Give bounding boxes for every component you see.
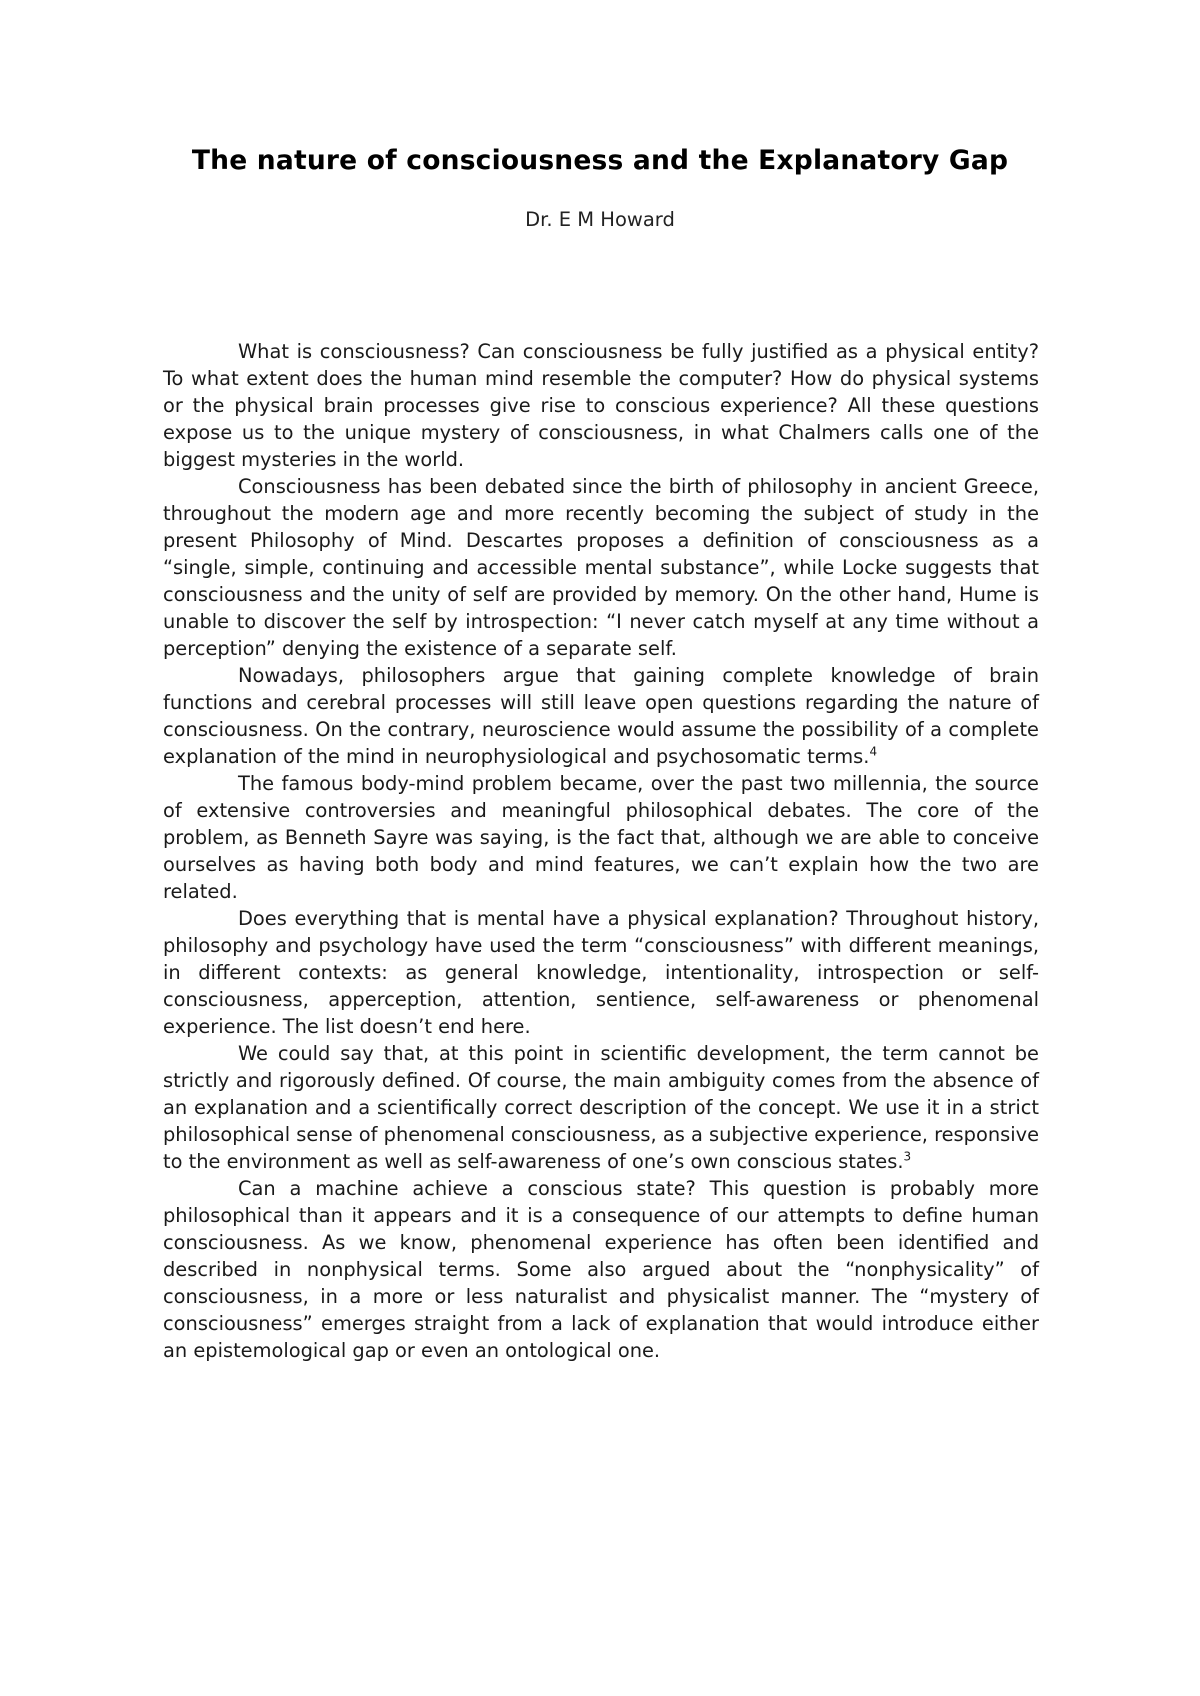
- paragraph-text: We could say that, at this point in scientific development, the term cannot be strictly and rigorously defined. Of course, the main ambiguity comes from the absence of an explanation and a scientifically correct description of the concept. We use it in a strict philosophical sense of phenomenal consciousness, as a subjective experience, responsive to the environment as well as self-awareness of one’s own conscious states.: [163, 1042, 1040, 1173]
- paragraph-text: Consciousness has been debated since the birth of philosophy in ancient Greece, throughout the modern age and more recently becoming the subject of study in the present Philosophy of Mind. Descartes proposes a definition of consciousness as a “single, simple, continuing and accessible mental substance”, while Locke suggests that consciousness and the unity of self are provided by memory. On the other hand, Hume is unable to discover the self by introspection: “I never catch myself at any time without a perception” denying the existence of a separate self.: [163, 475, 1039, 660]
- paragraph-text: What is consciousness? Can consciousness be fully justified as a physical entity? To what extent does the human mind resemble the computer? How do physical systems or the physical brain processes give rise to conscious experience? All these questions expose us to the unique mystery of consciousness, in what Chalmers calls one of the biggest mysteries in the world.: [163, 340, 1039, 471]
- paragraph: [163, 662, 1039, 770]
- paragraph: [163, 770, 1039, 905]
- paragraph: [163, 905, 1039, 1040]
- footnote-marker: 3: [903, 1149, 912, 1164]
- body-text: [163, 338, 1039, 1364]
- paragraph-text: Nowadays, philosophers argue that gaining complete knowledge of brain functions and cerebral processes will still leave open questions regarding the nature of consciousness. On the contrary, neuroscience would assume the possibility of a complete explanation of the mind in neurophysiological and psychosomatic terms.: [163, 664, 1039, 768]
- paragraph: [163, 473, 1039, 662]
- page-title: The nature of consciousness and the Explanatory Gap: [191, 145, 1009, 176]
- paragraph: [163, 338, 1039, 473]
- paragraph-text: Can a machine achieve a conscious state? This question is probably more philosophical than it appears and it is a consequence of our attempts to define human consciousness. As we know, phenomenal experience has often been identified and described in nonphysical terms. Some also argued about the “nonphysicality” of consciousness, in a more or less naturalist and physicalist manner. The “mystery of consciousness” emerges straight from a lack of explanation that would introduce either an epistemological gap or even an ontological one.: [163, 1177, 1039, 1362]
- author-line: Dr. E M Howard: [525, 208, 675, 231]
- paragraph: [163, 1175, 1039, 1364]
- paragraph: [163, 1040, 1039, 1175]
- paragraph-text: Does everything that is mental have a physical explanation? Throughout history, philosophy and psychology have used the term “consciousness” with different meanings, in different contexts: as general knowledge, intentionality, introspection or self-consciousness, apperception, attention, sentience, self-awareness or phenomenal experience. The list doesn’t end here.: [163, 907, 1039, 1038]
- paragraph-text: The famous body-mind problem became, over the past two millennia, the source of extensive controversies and meaningful philosophical debates. The core of the problem, as Benneth Sayre was saying, is the fact that, although we are able to conceive ourselves as having both body and mind features, we can’t explain how the two are related.: [163, 772, 1039, 903]
- footnote-marker: 4: [869, 744, 878, 759]
